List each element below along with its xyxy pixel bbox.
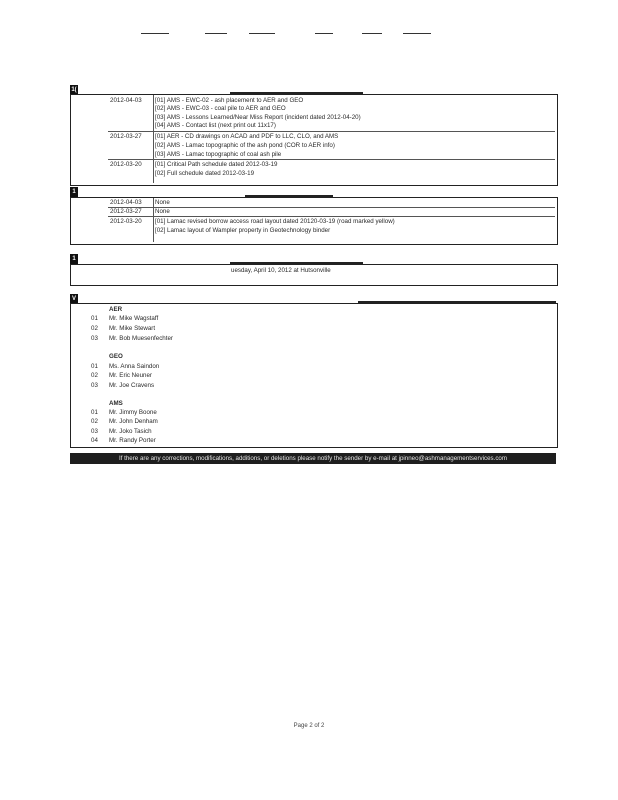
section1-tab: 1( xyxy=(70,85,78,96)
header-rule xyxy=(362,33,382,34)
group-heading: AER xyxy=(109,306,123,313)
entry-date: 2012-03-20 xyxy=(110,161,142,168)
section2-tab: 1 xyxy=(70,187,78,198)
row-divider xyxy=(108,207,555,208)
section4-box: AER 01 Mr. Mike Wagstaff 02 Mr. Mike Stewart 03 Mr. Bob Muesenfechter GEO 01 Ms. Anna Saindon 02 Mr. Eric Neuner 03 Mr. Joe Cravens AMS 01 Mr. Jimmy Boone 02 Mr. John Denham 03 Mr. Joko Tasich 04 Mr. Randy Porter xyxy=(70,303,558,448)
section3-box xyxy=(70,264,558,286)
row-divider xyxy=(108,131,555,132)
header-rule xyxy=(403,33,431,34)
section2-box: 2012-04-03 None 2012-03-27 None 2012-03-20 [01] Lamac revised borrow access road layout dated 20120-03-19 (road marked yellow) [02] Lamac layout of Wampler property in Geotechnology binder xyxy=(70,197,558,245)
row-divider xyxy=(108,159,555,160)
entry-date: 2012-03-27 xyxy=(110,133,142,140)
section3-tab: 1 xyxy=(70,254,78,265)
header-rule xyxy=(315,33,333,34)
corrections-note: If there are any corrections, modifications, additions, or deletions please notify the sender by e-mail at jpinneo@ashmanagementservices.com xyxy=(70,453,556,464)
meeting-date-text: uesday, April 10, 2012 at Hutsonville xyxy=(231,267,331,274)
group-heading: AMS xyxy=(109,400,123,407)
header-rule xyxy=(249,33,275,34)
section4-tab: V xyxy=(70,294,78,305)
header-rule xyxy=(205,33,227,34)
section1-box: 2012-04-03 [01] AMS - EWC-02 - ash placement to AER and GEO [02] AMS - EWC-03 - coal pile to AER and GEO [03] AMS - Lessons Learned/Near Miss Report (incident dated 2012-04-20) [04] AMS - Contact list (next print out 11x17) 2012-03-27 [01] AER - CD drawings on ACAD and PDF to LLC, CLO, and AMS [02] AMS - Lamac topographic of the ash pond (COR to AER info) [03] AMS - Lamac topographic of coal ash pile 2012-03-20 [01] Critical Path schedule dated 2012-03-19 [02] Full schedule dated 2012-03-19 xyxy=(70,94,558,186)
page-number: Page 2 of 2 xyxy=(293,723,325,729)
header-rule xyxy=(141,33,169,34)
entry-date: 2012-04-03 xyxy=(110,97,142,104)
row-divider xyxy=(108,216,555,217)
group-heading: GEO xyxy=(109,353,123,360)
